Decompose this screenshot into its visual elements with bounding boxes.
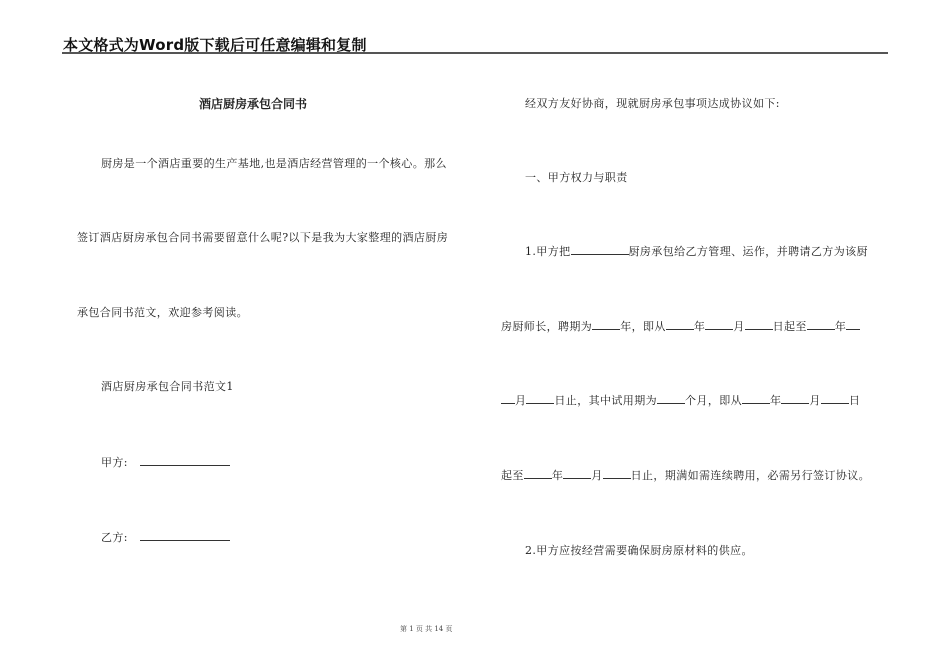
agreement-intro: 经双方友好协商，现就厨房承包事项达成协议如下: bbox=[525, 97, 780, 110]
fill-blank bbox=[526, 392, 554, 404]
party-b-line bbox=[101, 529, 230, 545]
party-a-label: 甲方: bbox=[101, 456, 128, 469]
clause-text: 年 bbox=[770, 394, 782, 407]
fill-blank bbox=[705, 318, 733, 330]
party-a-blank bbox=[140, 454, 230, 466]
party-b-blank bbox=[140, 529, 230, 541]
fill-blank bbox=[657, 392, 685, 404]
clause-text: 日止，其中试用期为 bbox=[554, 394, 658, 407]
clause-text: 厨房承包给乙方管理、运作，并聘请乙方为该厨 bbox=[628, 245, 868, 258]
fill-blank bbox=[807, 318, 835, 330]
fill-blank bbox=[571, 243, 629, 255]
clause-text: 日 bbox=[848, 394, 861, 407]
fill-blank bbox=[501, 392, 515, 404]
clause-2: 2.甲方应按经营需要确保厨房原材料的供应。 bbox=[525, 544, 753, 557]
clause-text: 年 bbox=[693, 320, 706, 333]
clause-text: 月 bbox=[733, 320, 745, 333]
section-1-heading: 一、甲方权力与职责 bbox=[525, 171, 628, 184]
fill-blank bbox=[592, 318, 620, 330]
fill-blank bbox=[603, 467, 631, 479]
clause-text: 个月，即从 bbox=[685, 394, 743, 407]
fill-blank bbox=[821, 392, 849, 404]
clause-1-line-1 bbox=[525, 243, 868, 259]
party-b-label: 乙方: bbox=[101, 531, 128, 544]
fill-blank bbox=[524, 467, 552, 479]
clause-1-line-3 bbox=[501, 392, 860, 408]
clause-text: 年 bbox=[834, 320, 847, 333]
sample-title: 酒店厨房承包合同书范文1 bbox=[101, 380, 234, 393]
clause-text: 房厨师长，聘期为 bbox=[501, 320, 593, 333]
clause-text: 年 bbox=[551, 469, 564, 482]
clause-text: 月 bbox=[591, 469, 603, 482]
intro-line-3: 承包合同书范文，欢迎参考阅读。 bbox=[77, 306, 248, 319]
header-divider bbox=[62, 52, 888, 54]
clause-text: 日止，期满如需连续聘用，必需另行签订协议。 bbox=[630, 469, 871, 482]
document-title: 酒店厨房承包合同书 bbox=[199, 97, 308, 111]
fill-blank bbox=[846, 318, 860, 330]
clause-1-line-2 bbox=[501, 318, 860, 334]
intro-line-2: 签订酒店厨房承包合同书需要留意什么呢?以下是我为大家整理的酒店厨房 bbox=[77, 231, 449, 244]
party-a-line bbox=[101, 454, 230, 470]
clause-text: 月 bbox=[809, 394, 821, 407]
fill-blank bbox=[745, 318, 773, 330]
intro-line-1: 厨房是一个酒店重要的生产基地,也是酒店经营管理的一个核心。那么 bbox=[101, 157, 447, 170]
clause-text: 1.甲方把 bbox=[525, 245, 571, 258]
fill-blank bbox=[781, 392, 809, 404]
clause-text: 起至 bbox=[501, 469, 524, 482]
page-number: 第 1 页 共 14 页 bbox=[400, 625, 453, 633]
clause-text: 年，即从 bbox=[620, 320, 666, 333]
clause-text: 日起至 bbox=[772, 320, 807, 333]
clause-1-line-4 bbox=[501, 467, 870, 483]
fill-blank bbox=[666, 318, 694, 330]
fill-blank bbox=[563, 467, 591, 479]
clause-text: 月 bbox=[515, 394, 527, 407]
fill-blank bbox=[742, 392, 770, 404]
document-header: 本文格式为Word版下载后可任意编辑和复制 bbox=[63, 36, 367, 54]
